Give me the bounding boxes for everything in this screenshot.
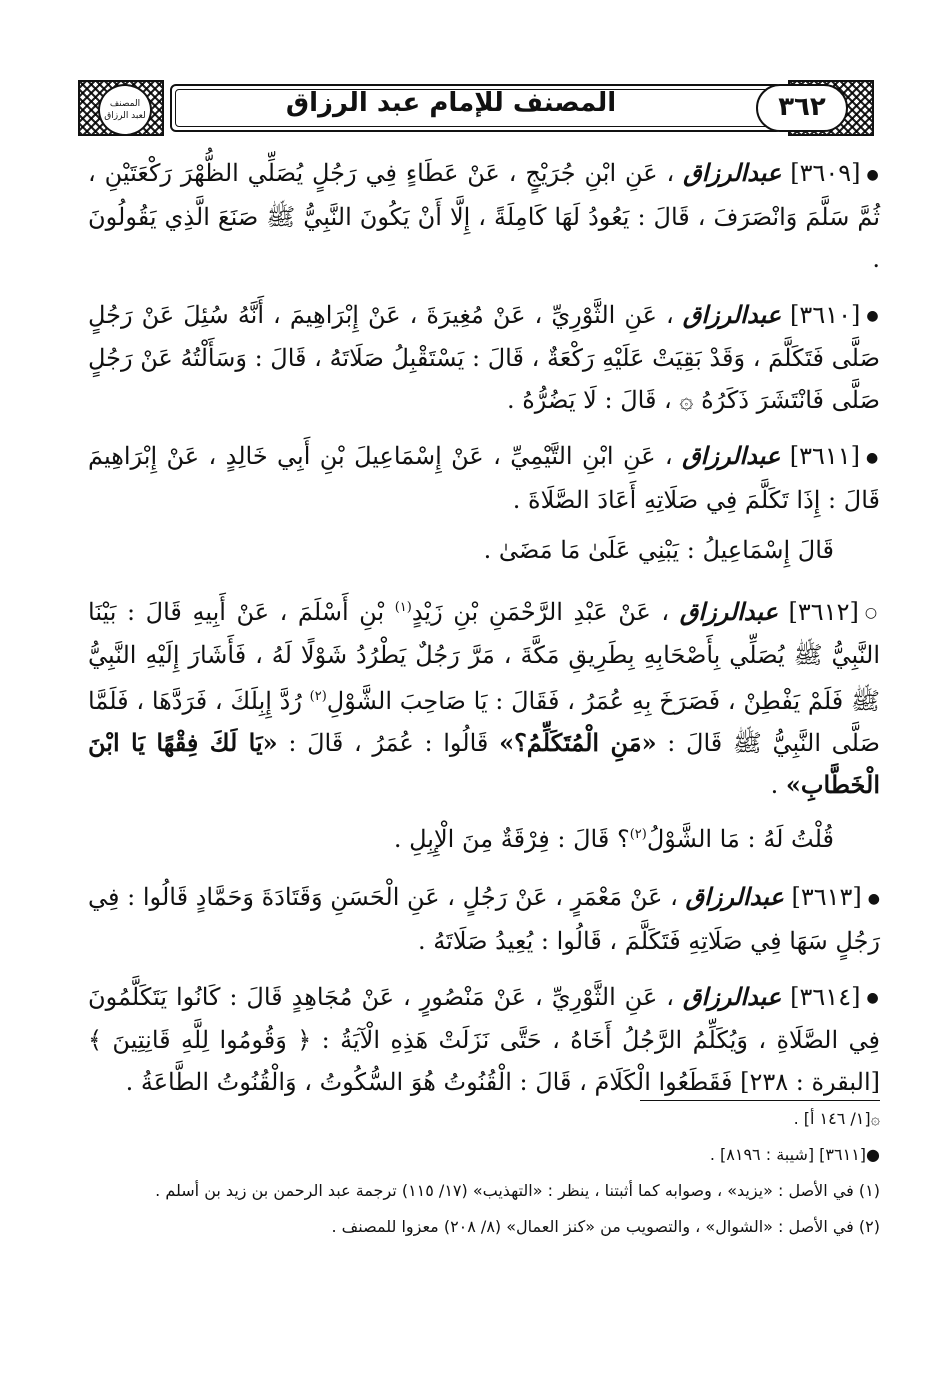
bullet-marker: ● — [866, 308, 880, 324]
entry-text-d: قَالُوا : عُمَرُ ، قَالَ : — [288, 729, 489, 757]
main-text — [88, 152, 880, 1117]
page-number: ٣٦٢ — [756, 84, 848, 132]
seal-line-1: المصنف — [109, 99, 141, 109]
hadith-entry-3613 — [88, 876, 880, 962]
entry-number: [٣٦١٠] — [790, 300, 861, 329]
entry-text: ، عَنِ الثَّوْرِيِّ ، عَنْ مَنْصُورٍ ، عَنْ مُجَاهِدٍ قَالَ : كَانُوا يَتَكَلَّمُونَ فِي الصَّلَاةِ ، وَيُكَلِّمُ الرَّجُلُ أَخَاهُ ، حَتَّى نَزَلَتْ هَذِهِ الْآيَةُ : ﴿ وَقُومُوا لِلَّهِ قَانِتِينَ ﴾ [البقرة : ٢٣٨] فَقَطَعُوا الْكَلَامَ ، قَالَ : الْقُنُوتُ هُوَ السُّكُوتُ ، وَالْقُنُوتُ الطَّاعَةُ . — [88, 982, 880, 1096]
bullet-marker: ● — [867, 890, 880, 907]
entry-number: [٣٦٠٩] — [790, 159, 861, 187]
source-name: عبدالرزاق — [679, 596, 778, 626]
footnote-2: (٢) في الأصل : «الشوال» ، والتصويب من «كنز العمال» (٨/ ٢٠٨) معزوا للمصنف . — [331, 1217, 880, 1236]
footnote-ref-2b: (٢) — [629, 827, 647, 842]
footnotes — [88, 1104, 880, 1242]
source-name: عبدالرزاق — [683, 158, 782, 187]
comment-ismail: قَالَ إِسْمَاعِيلُ : يَبْنِي عَلَىٰ مَا مَضَىٰ . — [483, 535, 834, 564]
book-seal-logo — [98, 84, 152, 136]
entry-number: [٣٦١٤] — [790, 982, 861, 1011]
entry-text-b: بْنِ أَسْلَمَ ، عَنْ أَبِيهِ قَالَ : بَيْنَا النَّبِيُّ ﷺ يُصَلِّي بِأَصْحَابِهِ بِطَرِيقِ مَكَّةَ ، مَرَّ رَجُلٌ يَطْرُدُ شَوْلًا لَهُ ، فَأَشَارَ إِلَيْهِ النَّبِيُّ ﷺ فَلَمْ يَفْطِنْ ، فَصَرَخَ بِهِ عُمَرُ ، فَقَالَ : يَا صَاحِبَ الشَّوْلِ — [88, 597, 880, 715]
footnote-ref-1: (١) — [394, 599, 412, 615]
entry-number: [٣٦١٣] — [791, 883, 862, 911]
footnote-1: (١) في الأصل : «يزيد» ، وصوابه كما أثبتنا ، ينظر : «التهذيب» (١٧/ ١١٥) ترجمة عبد الرحمن بن زيد بن أسلم . — [155, 1181, 880, 1200]
footnote-divider — [640, 1100, 880, 1101]
entry-text: ، عَنْ مَعْمَرٍ ، عَنْ رَجُلٍ ، عَنِ الْحَسَنِ وَقَتَادَةَ وَحَمَّادٍ قَالُوا : فِي رَجُلٍ سَهَا فِي صَلَاتِهِ فَتَكَلَّمَ ، قَالُوا : يُعِيدُ صَلَاتَهُ . — [88, 883, 880, 955]
page-header — [78, 78, 874, 140]
entry-text-c: رُدَّ إِبِلَكَ ، فَرَدَّهَا ، فَلَمَّا صَلَّى النَّبِيُّ ﷺ قَالَ : — [88, 687, 880, 757]
bullet-marker: ● — [866, 990, 880, 1006]
source-name: عبدالرزاق — [682, 299, 782, 329]
seal-line-2: لعبد الرزاق — [104, 111, 146, 121]
entry-text-a: ، عَنْ عَبْدِ الرَّحْمَنِ بْنِ زَيْدٍ — [411, 597, 670, 626]
entry-number: [٣٦١٢] — [788, 597, 859, 626]
entry-text-e: . — [770, 771, 779, 799]
hadith-entry-3609 — [88, 152, 880, 280]
circle-marker: ○ — [864, 605, 880, 621]
footnote-shayba-ref: ●[٣٦١١] [شيبة : ٨١٩٦] . — [709, 1145, 880, 1164]
prophet-quote-1: «مَنِ الْمُتَكَلِّمُ؟» — [499, 728, 657, 757]
comment-shawl — [88, 814, 880, 860]
entry-number: [٣٦١١] — [789, 442, 861, 470]
hadith-entry-3611 — [88, 435, 880, 521]
hadith-entry-3612 — [88, 587, 880, 807]
bullet-marker: ● — [866, 449, 880, 466]
source-name: عبدالرزاق — [685, 882, 784, 911]
footnote-ref-2: (٢) — [309, 689, 327, 704]
running-title: المصنف للإمام عبد الرزاق — [285, 88, 617, 118]
entry-text: ، عَنِ ابْنِ التَّيْمِيِّ ، عَنْ إِسْمَاعِيلَ بْنِ أَبِي خَالِدٍ ، عَنْ إِبْرَاهِيمَ قَالَ : إِذَا تَكَلَّمَ فِي صَلَاتِهِ أَعَادَ الصَّلَاةَ . — [88, 442, 880, 514]
entry-text: ، عَنِ الثَّوْرِيِّ ، عَنْ مُغِيرَةَ ، عَنْ إِبْرَاهِيمَ ، أَنَّهُ سُئِلَ عَنْ رَجُلٍ صَلَّى فَتَكَلَّمَ ، وَقَدْ بَقِيَتْ عَلَيْهِ رَكْعَةٌ ، قَالَ : يَسْتَقْبِلُ صَلَاتَهُ ، قَالَ : وَسَأَلْتُهُ عَنْ رَجُلٍ صَلَّى فَانْتَشَرَ ذَكَرُهُ ۞ ، قَالَ : لَا يَضُرُّهُ . — [88, 300, 880, 414]
hadith-entry-3614 — [88, 976, 880, 1104]
source-name: عبدالرزاق — [682, 981, 782, 1011]
comment-text-b: ؟ قَالَ : فِرْقَةٌ مِنَ الْإِبِلِ . — [393, 825, 630, 853]
prophet-quote-2: «يَا لَكَ فِقْهًا يَا ابْنَ الْخَطَّابِ» — [88, 728, 880, 799]
source-name: عبدالرزاق — [682, 441, 781, 470]
footnote-manuscript-ref: ۞[١/ ١٤٦ أ] . — [793, 1109, 880, 1128]
bullet-marker: ● — [866, 166, 880, 183]
hadith-entry-3610 — [88, 294, 880, 422]
comment-text-a: قُلْتُ لَهُ : مَا الشَّوْلُ — [646, 825, 834, 853]
entry-text: ، عَنِ ابْنِ جُرَيْجٍ ، عَنْ عَطَاءٍ فِي رَجُلٍ يُصَلِّي الظُّهْرَ رَكْعَتَيْنِ ، ثُمَّ سَلَّمَ وَانْصَرَفَ ، قَالَ : يَعُودُ لَهَا كَامِلَةً ، إِلَّا أَنْ يَكُونَ النَّبِيُّ ﷺ صَنَعَ الَّذِي يَقُولُونَ . — [88, 159, 880, 273]
